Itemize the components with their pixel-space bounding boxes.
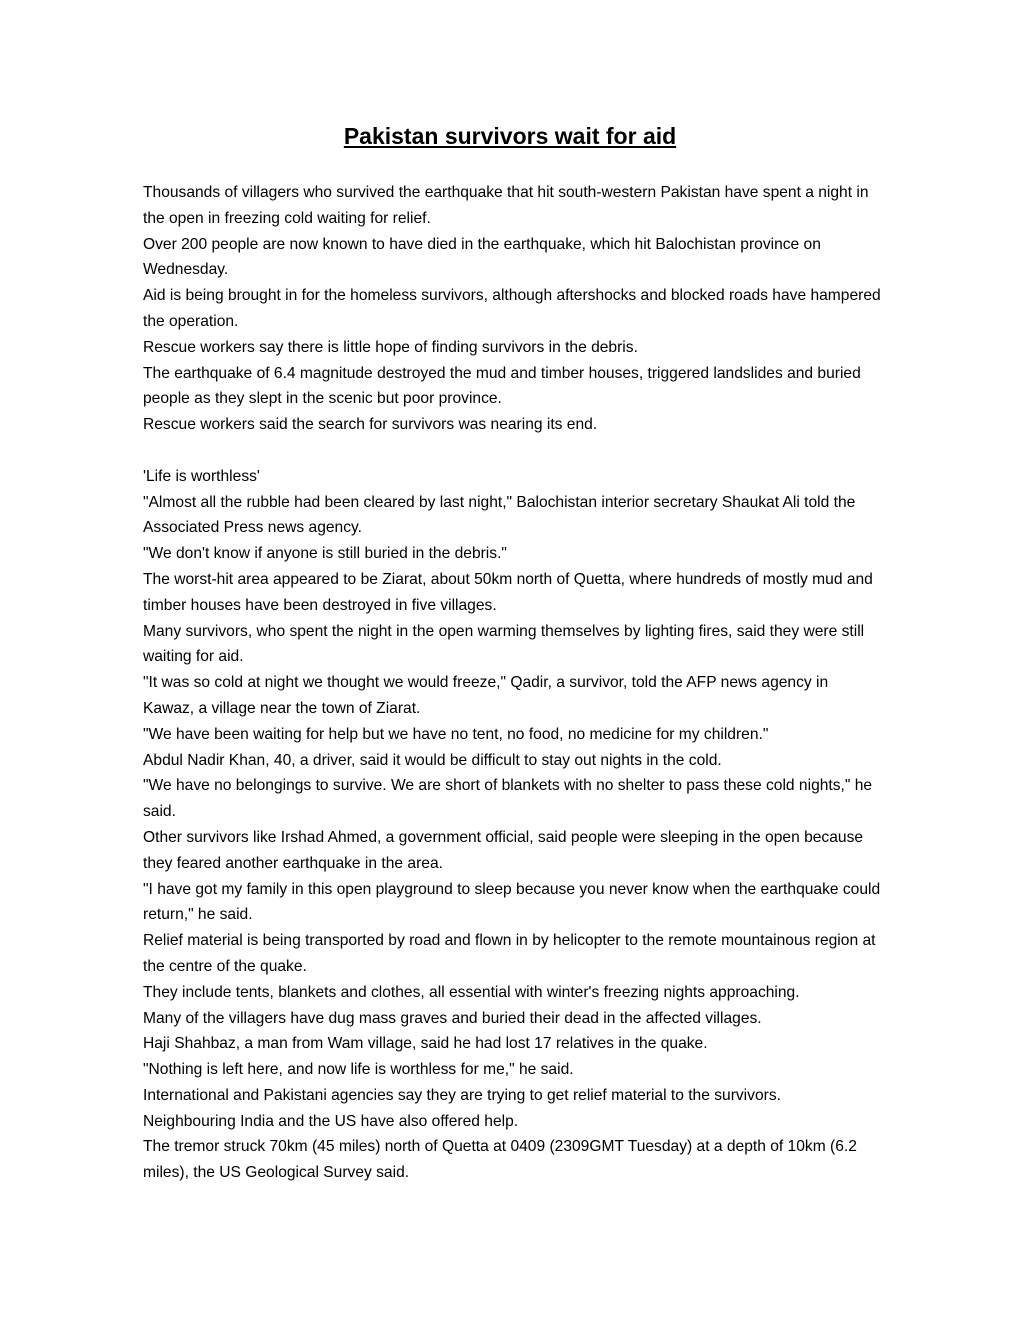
paragraph: "Nothing is left here, and now life is worthless for me," he said. [143, 1061, 574, 1079]
paragraph: They include tents, blankets and clothes, all essential with winter's freezing nights approaching. [143, 983, 800, 1001]
page-title: Pakistan survivors wait for aid [343, 123, 677, 149]
paragraph: "I have got my family in this open playground to sleep because you never know when the earthquake could return," he said. [143, 880, 881, 924]
paragraph: Relief material is being transported by road and flown in by helicopter to the remote mountainous region at the centre of the quake. [143, 932, 876, 975]
paragraph: "We don't know if anyone is still buried in the debris." [143, 545, 507, 563]
paragraph: The tremor struck 70km (45 miles) north of Quetta at 0409 (2309GMT Tuesday) at a depth of 10km (6.2 miles), the US Geological Survey said. [143, 1138, 857, 1182]
paragraph-spacer [143, 438, 883, 464]
paragraph: Rescue workers said the search for survivors was nearing its end. [143, 416, 598, 434]
subheading: 'Life is worthless' [143, 467, 260, 485]
paragraph: Haji Shahbaz, a man from Wam village, said he had lost 17 relatives in the quake. [143, 1035, 708, 1053]
paragraph: "Almost all the rubble had been cleared by last night," Balochistan interior secretary Shaukat Ali told the Associated Press news agency. [143, 493, 856, 537]
paragraph: The worst-hit area appeared to be Ziarat, about 50km north of Quetta, where hundreds of mostly mud and timber houses have been destroyed in five villages. [143, 570, 873, 614]
article-body [143, 180, 883, 1186]
paragraph: "We have been waiting for help but we have no tent, no food, no medicine for my children." [143, 725, 769, 743]
paragraph: Abdul Nadir Khan, 40, a driver, said it would be difficult to stay out nights in the cold. [143, 751, 722, 769]
paragraph: Neighbouring India and the US have also offered help. [143, 1112, 519, 1130]
paragraph: Over 200 people are now known to have died in the earthquake, which hit Balochistan province on Wednesday. [143, 235, 821, 279]
paragraph: "It was so cold at night we thought we would freeze," Qadir, a survivor, told the AFP news agency in Kawaz, a village near the town of Ziarat. [143, 674, 829, 717]
paragraph: Many survivors, who spent the night in the open warming themselves by lighting fires, said they were still waiting for aid. [143, 622, 865, 666]
paragraph: "We have no belongings to survive. We are short of blankets with no shelter to pass these cold nights," he said. [143, 777, 873, 821]
paragraph: Aid is being brought in for the homeless survivors, although aftershocks and blocked roads have hampered the operation. [143, 287, 881, 330]
paragraph: Other survivors like Irshad Ahmed, a government official, said people were sleeping in the open because they feared another earthquake in the area. [143, 828, 864, 872]
paragraph: Thousands of villagers who survived the earthquake that hit south-western Pakistan have spent a night in the open in freezing cold waiting for relief. [143, 184, 869, 227]
paragraph: Rescue workers say there is little hope of finding survivors in the debris. [143, 338, 638, 356]
paragraph: International and Pakistani agencies say they are trying to get relief material to the survivors. [143, 1086, 781, 1104]
paragraph: The earthquake of 6.4 magnitude destroyed the mud and timber houses, triggered landslides and buried people as they slept in the scenic but poor province. [143, 364, 861, 408]
paragraph: Many of the villagers have dug mass graves and buried their dead in the affected villages. [143, 1009, 762, 1027]
